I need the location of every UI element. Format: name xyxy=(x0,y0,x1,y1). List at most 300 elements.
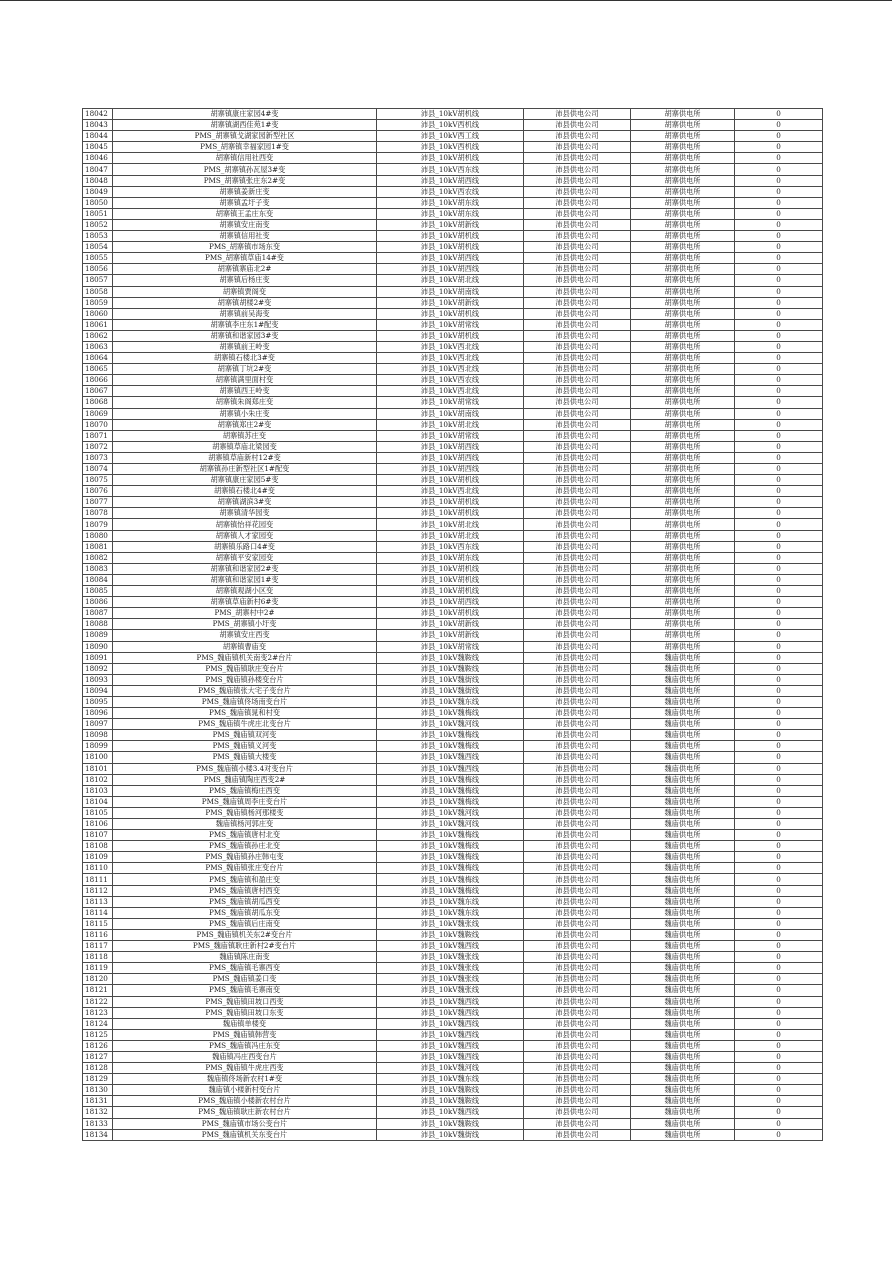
station-name-cell: 魏庙镇杨河郭庄变 xyxy=(113,819,377,830)
line-name-cell: 沛县_10kV胡东线 xyxy=(377,208,524,219)
station-name-cell: 胡寨镇孙庄新型社区1#配变 xyxy=(113,464,377,475)
row-number-cell: 18070 xyxy=(83,419,113,430)
station-name-cell: PMS_魏庙镇小楼3.4对变台片 xyxy=(113,763,377,774)
line-name-cell: 沛县_10kV魏街线 xyxy=(377,685,524,696)
line-name-cell: 沛县_10kV胡西线 xyxy=(377,264,524,275)
row-number-cell: 18064 xyxy=(83,353,113,364)
station-name-cell: 胡寨镇前吴海变 xyxy=(113,308,377,319)
station-name-cell: 胡寨镇满里面村变 xyxy=(113,375,377,386)
company-cell: 沛县供电公司 xyxy=(524,452,631,463)
office-cell: 胡寨供电所 xyxy=(631,630,735,641)
line-name-cell: 沛县_10kV魏梅线 xyxy=(377,741,524,752)
line-name-cell: 沛县_10kV魏张线 xyxy=(377,985,524,996)
value-cell: 0 xyxy=(735,541,823,552)
line-name-cell: 沛县_10kV胡机线 xyxy=(377,330,524,341)
value-cell: 0 xyxy=(735,153,823,164)
line-name-cell: 沛县_10kV胡东线 xyxy=(377,552,524,563)
row-number-cell: 18105 xyxy=(83,807,113,818)
line-name-cell: 沛县_10kV魏鞍线 xyxy=(377,663,524,674)
line-name-cell: 沛县_10kV西农线 xyxy=(377,375,524,386)
company-cell: 沛县供电公司 xyxy=(524,752,631,763)
company-cell: 沛县供电公司 xyxy=(524,219,631,230)
table-row xyxy=(83,918,823,929)
company-cell: 沛县供电公司 xyxy=(524,131,631,142)
table-row xyxy=(83,652,823,663)
value-cell: 0 xyxy=(735,796,823,807)
line-name-cell: 沛县_10kV胡新线 xyxy=(377,219,524,230)
value-cell: 0 xyxy=(735,774,823,785)
table-row xyxy=(83,430,823,441)
line-name-cell: 沛县_10kV魏东线 xyxy=(377,1074,524,1085)
row-number-cell: 18069 xyxy=(83,408,113,419)
line-name-cell: 沛县_10kV西北线 xyxy=(377,353,524,364)
value-cell: 0 xyxy=(735,641,823,652)
row-number-cell: 18124 xyxy=(83,1018,113,1029)
data-table-body xyxy=(83,109,823,1141)
row-number-cell: 18108 xyxy=(83,841,113,852)
line-name-cell: 沛县_10kV魏梅线 xyxy=(377,785,524,796)
office-cell: 魏庙供电所 xyxy=(631,841,735,852)
office-cell: 魏庙供电所 xyxy=(631,1129,735,1140)
company-cell: 沛县供电公司 xyxy=(524,974,631,985)
company-cell: 沛县供电公司 xyxy=(524,785,631,796)
value-cell: 0 xyxy=(735,985,823,996)
company-cell: 沛县供电公司 xyxy=(524,996,631,1007)
value-cell: 0 xyxy=(735,696,823,707)
line-name-cell: 沛县_10kV胡西线 xyxy=(377,597,524,608)
office-cell: 魏庙供电所 xyxy=(631,819,735,830)
station-name-cell: 魏庙镇佟场新农村1#变 xyxy=(113,1074,377,1085)
row-number-cell: 18044 xyxy=(83,131,113,142)
row-number-cell: 18052 xyxy=(83,219,113,230)
line-name-cell: 沛县_10kV魏河线 xyxy=(377,719,524,730)
table-row xyxy=(83,586,823,597)
station-name-cell: PMS_魏庙镇牛虎庄西变 xyxy=(113,1063,377,1074)
value-cell: 0 xyxy=(735,286,823,297)
table-row xyxy=(83,730,823,741)
office-cell: 胡寨供电所 xyxy=(631,131,735,142)
station-name-cell: PMS_胡寨镇孙瓦屋3#变 xyxy=(113,164,377,175)
table-row xyxy=(83,1085,823,1096)
company-cell: 沛县供电公司 xyxy=(524,1096,631,1107)
table-row xyxy=(83,552,823,563)
value-cell: 0 xyxy=(735,885,823,896)
company-cell: 沛县供电公司 xyxy=(524,907,631,918)
line-name-cell: 沛县_10kV胡西线 xyxy=(377,175,524,186)
line-name-cell: 沛县_10kV魏河线 xyxy=(377,819,524,830)
company-cell: 沛县供电公司 xyxy=(524,208,631,219)
table-row xyxy=(83,1029,823,1040)
company-cell: 沛县供电公司 xyxy=(524,1063,631,1074)
station-name-cell: 胡寨镇李庄东1#配变 xyxy=(113,319,377,330)
office-cell: 魏庙供电所 xyxy=(631,1107,735,1118)
office-cell: 胡寨供电所 xyxy=(631,297,735,308)
office-cell: 魏庙供电所 xyxy=(631,941,735,952)
row-number-cell: 18045 xyxy=(83,142,113,153)
table-row xyxy=(83,574,823,585)
table-row xyxy=(83,452,823,463)
company-cell: 沛县供电公司 xyxy=(524,1129,631,1140)
company-cell: 沛县供电公司 xyxy=(524,1085,631,1096)
line-name-cell: 沛县_10kV魏西线 xyxy=(377,1018,524,1029)
table-row xyxy=(83,541,823,552)
row-number-cell: 18048 xyxy=(83,175,113,186)
office-cell: 胡寨供电所 xyxy=(631,586,735,597)
company-cell: 沛县供电公司 xyxy=(524,630,631,641)
company-cell: 沛县供电公司 xyxy=(524,197,631,208)
line-name-cell: 沛县_10kV魏鞍线 xyxy=(377,929,524,940)
station-name-cell: PMS_魏庙镇机关东变台片 xyxy=(113,1129,377,1140)
table-row xyxy=(83,109,823,120)
value-cell: 0 xyxy=(735,341,823,352)
page-top-rule xyxy=(0,0,892,1)
station-name-cell: PMS_魏庙镇冯庄东变 xyxy=(113,1040,377,1051)
table-row xyxy=(83,175,823,186)
line-name-cell: 沛县_10kV西北线 xyxy=(377,364,524,375)
row-number-cell: 18043 xyxy=(83,120,113,131)
station-name-cell: 胡寨镇胡楼2#变 xyxy=(113,297,377,308)
station-name-cell: PMS_魏庙镇耿庄新村2#变台片 xyxy=(113,941,377,952)
value-cell: 0 xyxy=(735,319,823,330)
office-cell: 魏庙供电所 xyxy=(631,663,735,674)
company-cell: 沛县供电公司 xyxy=(524,1007,631,1018)
line-name-cell: 沛县_10kV西北线 xyxy=(377,386,524,397)
office-cell: 魏庙供电所 xyxy=(631,952,735,963)
table-row xyxy=(83,1051,823,1062)
station-name-cell: 胡寨镇康庄家园4#变 xyxy=(113,109,377,120)
line-name-cell: 沛县_10kV魏东线 xyxy=(377,896,524,907)
station-name-cell: 魏庙镇单楼变 xyxy=(113,1018,377,1029)
company-cell: 沛县供电公司 xyxy=(524,109,631,120)
company-cell: 沛县供电公司 xyxy=(524,708,631,719)
line-name-cell: 沛县_10kV魏梅线 xyxy=(377,863,524,874)
line-name-cell: 沛县_10kV魏梅线 xyxy=(377,852,524,863)
table-row xyxy=(83,1040,823,1051)
row-number-cell: 18075 xyxy=(83,475,113,486)
office-cell: 魏庙供电所 xyxy=(631,807,735,818)
line-name-cell: 沛县_10kV胡机线 xyxy=(377,475,524,486)
office-cell: 胡寨供电所 xyxy=(631,608,735,619)
company-cell: 沛县供电公司 xyxy=(524,985,631,996)
office-cell: 魏庙供电所 xyxy=(631,863,735,874)
company-cell: 沛县供电公司 xyxy=(524,730,631,741)
row-number-cell: 18119 xyxy=(83,963,113,974)
row-number-cell: 18091 xyxy=(83,652,113,663)
table-row xyxy=(83,486,823,497)
value-cell: 0 xyxy=(735,586,823,597)
line-name-cell: 沛县_10kV胡北线 xyxy=(377,530,524,541)
value-cell: 0 xyxy=(735,208,823,219)
table-row xyxy=(83,253,823,264)
value-cell: 0 xyxy=(735,685,823,696)
value-cell: 0 xyxy=(735,219,823,230)
row-number-cell: 18087 xyxy=(83,608,113,619)
company-cell: 沛县供电公司 xyxy=(524,319,631,330)
office-cell: 胡寨供电所 xyxy=(631,264,735,275)
station-name-cell: 胡寨镇和谐家园2#变 xyxy=(113,563,377,574)
office-cell: 胡寨供电所 xyxy=(631,375,735,386)
row-number-cell: 18092 xyxy=(83,663,113,674)
table-row xyxy=(83,763,823,774)
office-cell: 魏庙供电所 xyxy=(631,1018,735,1029)
value-cell: 0 xyxy=(735,486,823,497)
line-name-cell: 沛县_10kV胡北线 xyxy=(377,275,524,286)
row-number-cell: 18133 xyxy=(83,1118,113,1129)
table-row xyxy=(83,153,823,164)
table-row xyxy=(83,264,823,275)
table-row xyxy=(83,231,823,242)
value-cell: 0 xyxy=(735,308,823,319)
station-name-cell: 胡寨镇乐路口4#变 xyxy=(113,541,377,552)
station-name-cell: PMS_魏庙镇耿庄变台片 xyxy=(113,663,377,674)
table-row xyxy=(83,297,823,308)
value-cell: 0 xyxy=(735,785,823,796)
line-name-cell: 沛县_10kV魏鞍线 xyxy=(377,1118,524,1129)
station-name-cell: 胡寨镇和谐家园1#变 xyxy=(113,574,377,585)
table-row xyxy=(83,907,823,918)
table-row xyxy=(83,719,823,730)
line-name-cell: 沛县_10kV胡常线 xyxy=(377,430,524,441)
row-number-cell: 18057 xyxy=(83,275,113,286)
office-cell: 胡寨供电所 xyxy=(631,486,735,497)
office-cell: 魏庙供电所 xyxy=(631,1040,735,1051)
row-number-cell: 18102 xyxy=(83,774,113,785)
value-cell: 0 xyxy=(735,952,823,963)
value-cell: 0 xyxy=(735,663,823,674)
table-row xyxy=(83,419,823,430)
line-name-cell: 沛县_10kV胡北线 xyxy=(377,419,524,430)
office-cell: 胡寨供电所 xyxy=(631,508,735,519)
line-name-cell: 沛县_10kV胡机线 xyxy=(377,586,524,597)
table-row xyxy=(83,375,823,386)
station-name-cell: 胡寨镇清华园变 xyxy=(113,508,377,519)
value-cell: 0 xyxy=(735,963,823,974)
row-number-cell: 18073 xyxy=(83,452,113,463)
line-name-cell: 沛县_10kV魏西线 xyxy=(377,1107,524,1118)
company-cell: 沛县供电公司 xyxy=(524,896,631,907)
office-cell: 胡寨供电所 xyxy=(631,364,735,375)
value-cell: 0 xyxy=(735,719,823,730)
value-cell: 0 xyxy=(735,186,823,197)
company-cell: 沛县供电公司 xyxy=(524,175,631,186)
station-name-cell: 胡寨镇湖滨3#变 xyxy=(113,497,377,508)
table-row xyxy=(83,186,823,197)
value-cell: 0 xyxy=(735,175,823,186)
company-cell: 沛县供电公司 xyxy=(524,1051,631,1062)
row-number-cell: 18128 xyxy=(83,1063,113,1074)
station-name-cell: PMS_魏庙镇陶庄西变2# xyxy=(113,774,377,785)
line-name-cell: 沛县_10kV胡机线 xyxy=(377,153,524,164)
company-cell: 沛县供电公司 xyxy=(524,918,631,929)
company-cell: 沛县供电公司 xyxy=(524,807,631,818)
station-name-cell: PMS_魏庙镇小楼新农村台片 xyxy=(113,1096,377,1107)
station-name-cell: 胡寨镇丁坑2#变 xyxy=(113,364,377,375)
table-row xyxy=(83,1118,823,1129)
station-name-cell: 胡寨镇怡祥花园变 xyxy=(113,519,377,530)
office-cell: 魏庙供电所 xyxy=(631,929,735,940)
value-cell: 0 xyxy=(735,852,823,863)
line-name-cell: 沛县_10kV魏西线 xyxy=(377,996,524,1007)
office-cell: 胡寨供电所 xyxy=(631,253,735,264)
table-row xyxy=(83,1129,823,1140)
office-cell: 胡寨供电所 xyxy=(631,619,735,630)
table-row xyxy=(83,696,823,707)
company-cell: 沛县供电公司 xyxy=(524,297,631,308)
line-name-cell: 沛县_10kV胡西线 xyxy=(377,441,524,452)
station-name-cell: 胡寨镇和谐家园3#变 xyxy=(113,330,377,341)
table-row xyxy=(83,741,823,752)
row-number-cell: 18130 xyxy=(83,1085,113,1096)
line-name-cell: 沛县_10kV魏街线 xyxy=(377,674,524,685)
company-cell: 沛县供电公司 xyxy=(524,308,631,319)
station-name-cell: PMS_胡寨镇草庙14#变 xyxy=(113,253,377,264)
line-name-cell: 沛县_10kV胡机线 xyxy=(377,608,524,619)
value-cell: 0 xyxy=(735,552,823,563)
row-number-cell: 18081 xyxy=(83,541,113,552)
table-row xyxy=(83,841,823,852)
value-cell: 0 xyxy=(735,918,823,929)
office-cell: 魏庙供电所 xyxy=(631,1096,735,1107)
value-cell: 0 xyxy=(735,974,823,985)
table-row xyxy=(83,519,823,530)
value-cell: 0 xyxy=(735,508,823,519)
line-name-cell: 沛县_10kV魏河线 xyxy=(377,807,524,818)
office-cell: 魏庙供电所 xyxy=(631,1051,735,1062)
office-cell: 魏庙供电所 xyxy=(631,741,735,752)
value-cell: 0 xyxy=(735,275,823,286)
office-cell: 魏庙供电所 xyxy=(631,1007,735,1018)
row-number-cell: 18118 xyxy=(83,952,113,963)
value-cell: 0 xyxy=(735,475,823,486)
table-row xyxy=(83,1107,823,1118)
office-cell: 胡寨供电所 xyxy=(631,175,735,186)
value-cell: 0 xyxy=(735,1085,823,1096)
table-row xyxy=(83,353,823,364)
station-name-cell: PMS_魏庙镇胡瓜西变 xyxy=(113,896,377,907)
office-cell: 魏庙供电所 xyxy=(631,963,735,974)
table-row xyxy=(83,985,823,996)
value-cell: 0 xyxy=(735,752,823,763)
value-cell: 0 xyxy=(735,1051,823,1062)
line-name-cell: 沛县_10kV魏西线 xyxy=(377,1029,524,1040)
company-cell: 沛县供电公司 xyxy=(524,574,631,585)
company-cell: 沛县供电公司 xyxy=(524,242,631,253)
office-cell: 胡寨供电所 xyxy=(631,242,735,253)
company-cell: 沛县供电公司 xyxy=(524,497,631,508)
row-number-cell: 18061 xyxy=(83,319,113,330)
station-name-cell: 胡寨镇寨庙北2# xyxy=(113,264,377,275)
line-name-cell: 沛县_10kV胡西线 xyxy=(377,452,524,463)
station-name-cell: 胡寨镇朱阁郑庄变 xyxy=(113,397,377,408)
station-name-cell: PMS_魏庙镇机关东2#变台片 xyxy=(113,929,377,940)
office-cell: 魏庙供电所 xyxy=(631,852,735,863)
value-cell: 0 xyxy=(735,807,823,818)
station-name-cell: PMS_胡寨镇戈湖家园新型社区 xyxy=(113,131,377,142)
office-cell: 胡寨供电所 xyxy=(631,530,735,541)
row-number-cell: 18054 xyxy=(83,242,113,253)
line-name-cell: 沛县_10kV西机线 xyxy=(377,142,524,153)
line-name-cell: 沛县_10kV胡西线 xyxy=(377,253,524,264)
value-cell: 0 xyxy=(735,519,823,530)
row-number-cell: 18115 xyxy=(83,918,113,929)
value-cell: 0 xyxy=(735,452,823,463)
company-cell: 沛县供电公司 xyxy=(524,952,631,963)
row-number-cell: 18117 xyxy=(83,941,113,952)
station-name-cell: 胡寨镇康庄家园5#变 xyxy=(113,475,377,486)
row-number-cell: 18109 xyxy=(83,852,113,863)
company-cell: 沛县供电公司 xyxy=(524,508,631,519)
line-name-cell: 沛县_10kV魏张线 xyxy=(377,918,524,929)
value-cell: 0 xyxy=(735,131,823,142)
table-row xyxy=(83,1096,823,1107)
table-row xyxy=(83,885,823,896)
row-number-cell: 18120 xyxy=(83,974,113,985)
value-cell: 0 xyxy=(735,120,823,131)
line-name-cell: 沛县_10kV胡北线 xyxy=(377,519,524,530)
table-row xyxy=(83,341,823,352)
office-cell: 魏庙供电所 xyxy=(631,796,735,807)
table-row xyxy=(83,796,823,807)
station-name-cell: 胡寨镇湖西佳苑1#变 xyxy=(113,120,377,131)
station-name-cell: 胡寨镇石楼北3#变 xyxy=(113,353,377,364)
station-name-cell: 胡寨镇苏庄变 xyxy=(113,430,377,441)
value-cell: 0 xyxy=(735,408,823,419)
row-number-cell: 18074 xyxy=(83,464,113,475)
company-cell: 沛县供电公司 xyxy=(524,1018,631,1029)
line-name-cell: 沛县_10kV魏东线 xyxy=(377,696,524,707)
company-cell: 沛县供电公司 xyxy=(524,929,631,940)
value-cell: 0 xyxy=(735,1118,823,1129)
office-cell: 魏庙供电所 xyxy=(631,974,735,985)
station-name-cell: 胡寨镇前王岭变 xyxy=(113,341,377,352)
office-cell: 胡寨供电所 xyxy=(631,109,735,120)
station-name-cell: PMS_魏庙镇市场公变台片 xyxy=(113,1118,377,1129)
line-name-cell: 沛县_10kV胡常线 xyxy=(377,397,524,408)
value-cell: 0 xyxy=(735,674,823,685)
station-name-cell: PMS_胡寨镇市场东变 xyxy=(113,242,377,253)
office-cell: 胡寨供电所 xyxy=(631,419,735,430)
office-cell: 胡寨供电所 xyxy=(631,563,735,574)
station-name-cell: 魏庙镇冯庄西变台片 xyxy=(113,1051,377,1062)
station-name-cell: PMS_胡寨村中2# xyxy=(113,608,377,619)
office-cell: 魏庙供电所 xyxy=(631,918,735,929)
company-cell: 沛县供电公司 xyxy=(524,852,631,863)
row-number-cell: 18049 xyxy=(83,186,113,197)
row-number-cell: 18083 xyxy=(83,563,113,574)
row-number-cell: 18095 xyxy=(83,696,113,707)
company-cell: 沛县供电公司 xyxy=(524,841,631,852)
table-row xyxy=(83,896,823,907)
line-name-cell: 沛县_10kV魏鞍线 xyxy=(377,1085,524,1096)
office-cell: 胡寨供电所 xyxy=(631,308,735,319)
station-name-cell: PMS_魏庙镇机关南变2#台片 xyxy=(113,652,377,663)
company-cell: 沛县供电公司 xyxy=(524,419,631,430)
line-name-cell: 沛县_10kV胡常线 xyxy=(377,641,524,652)
station-name-cell: 胡寨镇草庙新村6#变 xyxy=(113,597,377,608)
company-cell: 沛县供电公司 xyxy=(524,663,631,674)
station-name-cell: 胡寨镇贾阁变 xyxy=(113,286,377,297)
row-number-cell: 18126 xyxy=(83,1040,113,1051)
line-name-cell: 沛县_10kV胡新线 xyxy=(377,297,524,308)
table-row xyxy=(83,364,823,375)
line-name-cell: 沛县_10kV魏街线 xyxy=(377,1129,524,1140)
company-cell: 沛县供电公司 xyxy=(524,353,631,364)
line-name-cell: 沛县_10kV魏张线 xyxy=(377,974,524,985)
table-row xyxy=(83,952,823,963)
table-row xyxy=(83,1063,823,1074)
company-cell: 沛县供电公司 xyxy=(524,486,631,497)
company-cell: 沛县供电公司 xyxy=(524,830,631,841)
